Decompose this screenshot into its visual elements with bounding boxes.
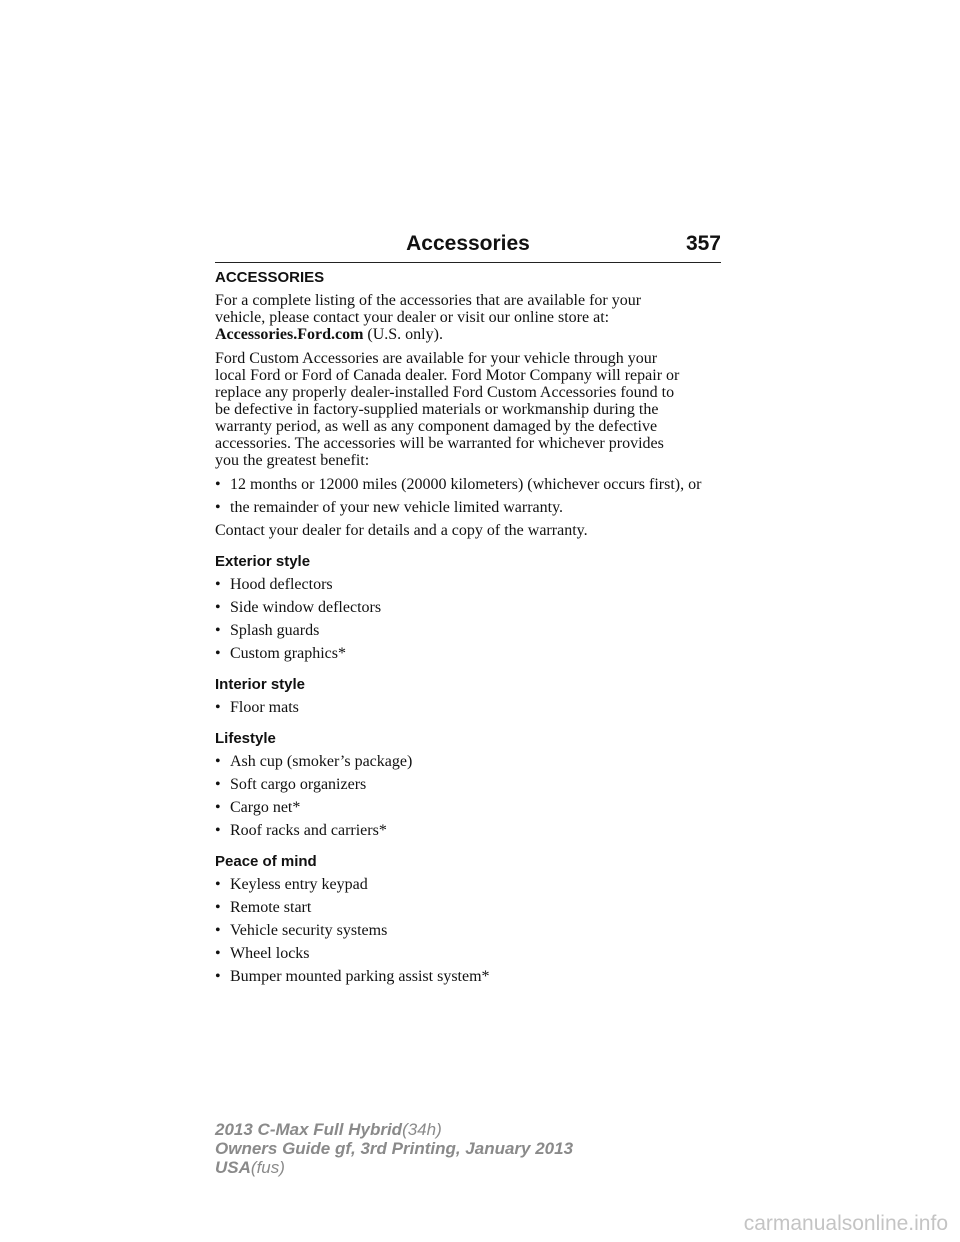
list-item: • Hood deflectors bbox=[215, 576, 730, 593]
list-item: • 12 months or 12000 miles (20000 kilometers) (whichever occurs first), or bbox=[215, 476, 730, 493]
page-header bbox=[215, 228, 721, 263]
list-item: • Side window deflectors bbox=[215, 599, 730, 616]
warranty-line: local Ford or Ford of Canada dealer. Ford Motor Company will repair or bbox=[215, 367, 680, 384]
footer-line bbox=[215, 1158, 573, 1177]
list-item: • Custom graphics* bbox=[215, 645, 730, 662]
intro-line: For a complete listing of the accessories that are available for your bbox=[215, 292, 642, 309]
list-item: • Soft cargo organizers bbox=[215, 776, 730, 793]
intro-paragraph bbox=[215, 292, 730, 343]
footer-market-code: (fus) bbox=[250, 1158, 285, 1177]
list-item: • Wheel locks bbox=[215, 945, 730, 962]
list-item: • Remote start bbox=[215, 899, 730, 916]
interior-list bbox=[215, 699, 730, 716]
footer-printing: Owners Guide gf, 3rd Printing, January 2013 bbox=[215, 1139, 574, 1158]
exterior-list bbox=[215, 576, 730, 662]
warranty-line: Ford Custom Accessories are available for your vehicle through your bbox=[215, 350, 658, 367]
warranty-line: you the greatest benefit: bbox=[215, 452, 370, 469]
peace-of-mind-list bbox=[215, 876, 730, 985]
watermark: carmanualsonline.info bbox=[743, 1212, 948, 1235]
group-title-interior: Interior style bbox=[215, 676, 306, 693]
accessories-link[interactable]: Accessories.Ford.com bbox=[215, 326, 364, 343]
list-item: • the remainder of your new vehicle limited warranty. bbox=[215, 499, 730, 516]
section-title: ACCESSORIES bbox=[215, 269, 325, 286]
footer-model-code: (34h) bbox=[402, 1120, 442, 1139]
group-title-peace-of-mind: Peace of mind bbox=[215, 853, 317, 870]
intro-line: vehicle, please contact your dealer or visit our online store at: bbox=[215, 309, 610, 326]
group-title-lifestyle: Lifestyle bbox=[215, 730, 276, 747]
page-content bbox=[215, 268, 730, 991]
header-title: Accessories bbox=[406, 232, 530, 255]
list-item: • Splash guards bbox=[215, 622, 730, 639]
footer-line bbox=[215, 1120, 573, 1139]
list-item: • Ash cup (smoker’s package) bbox=[215, 753, 730, 770]
page-number: 357 bbox=[685, 232, 721, 255]
list-item: • Roof racks and carriers* bbox=[215, 822, 730, 839]
lifestyle-list bbox=[215, 753, 730, 839]
warranty-bullets bbox=[215, 476, 730, 516]
warranty-line: replace any properly dealer-installed Ford Custom Accessories found to bbox=[215, 384, 675, 401]
list-item: • Cargo net* bbox=[215, 799, 730, 816]
list-item: • Keyless entry keypad bbox=[215, 876, 730, 893]
group-title-exterior: Exterior style bbox=[215, 553, 311, 570]
page-footer bbox=[215, 1120, 573, 1177]
contact-paragraph: Contact your dealer for details and a copy of the warranty. bbox=[215, 522, 588, 539]
warranty-paragraph bbox=[215, 350, 730, 469]
warranty-line: be defective in factory-supplied materials or workmanship during the bbox=[215, 401, 659, 418]
footer-market: USA bbox=[215, 1158, 251, 1177]
footer-model: 2013 C-Max Full Hybrid bbox=[215, 1120, 403, 1139]
list-item: • Floor mats bbox=[215, 699, 730, 716]
warranty-line: accessories. The accessories will be warranted for whichever provides bbox=[215, 435, 664, 452]
warranty-line: warranty period, as well as any component damaged by the defective bbox=[215, 418, 658, 435]
list-item: • Vehicle security systems bbox=[215, 922, 730, 939]
link-suffix: (U.S. only). bbox=[367, 326, 443, 343]
list-item: • Bumper mounted parking assist system* bbox=[215, 968, 730, 985]
